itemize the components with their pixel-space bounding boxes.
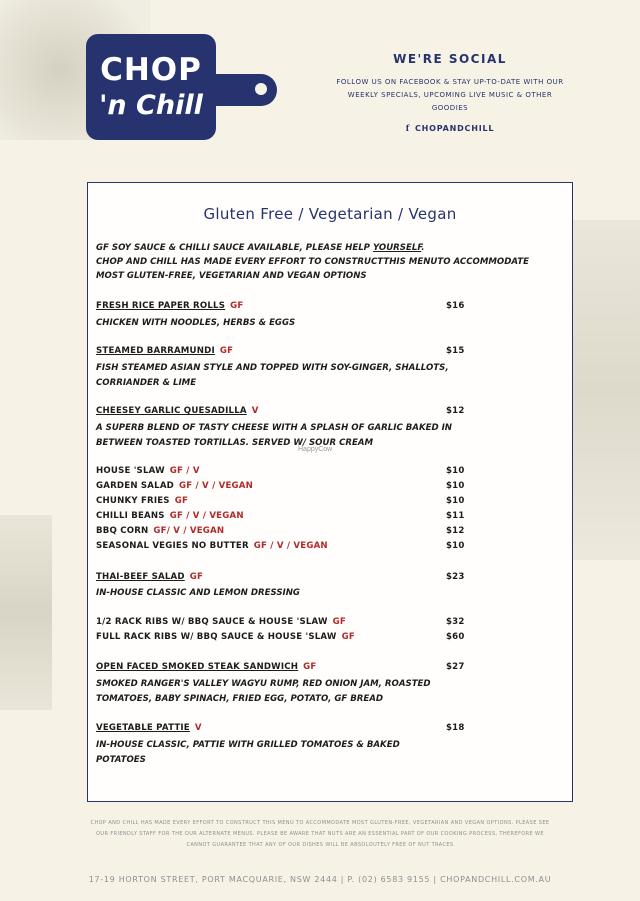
item-price: $15 [446,346,465,356]
item-price: $11 [446,511,465,521]
item-name: CHUNKY FRIES [96,496,170,506]
item-price: $10 [446,481,465,491]
menu-panel [87,182,573,802]
item-dietary-tag: GF / V / VEGAN [179,481,254,491]
menu-item [96,617,564,627]
menu-item [96,496,564,506]
item-dietary-tag: V [194,723,202,733]
item-name: SEASONAL VEGIES NO BUTTER [96,541,249,551]
item-name: CHILLI BEANS [96,511,165,521]
menu-item [96,301,564,311]
logo-text: CHOP [100,52,202,88]
item-dietary-tag: GF [189,572,204,582]
item-price: $12 [446,406,465,416]
menu-item [96,541,564,551]
item-price: $23 [446,572,465,582]
menu-item [96,526,564,536]
item-dietary-tag: GF [219,346,234,356]
item-description: A SUPERB BLEND OF TASTY CHEESE WITH A SPLASH OF GARLIC BAKED IN BETWEEN TOASTED TORTILLAS. SERVED W/ SOUR CREAM [96,423,452,448]
item-price: $60 [446,632,465,642]
item-name: STEAMED BARRAMUNDI [96,346,215,356]
item-name: THAI-BEEF SALAD [96,572,185,582]
item-name: FRESH RICE PAPER ROLLS [96,301,226,311]
item-price: $27 [446,662,465,672]
facebook-link[interactable] [330,123,570,133]
menu-item [96,406,564,416]
item-dietary-tag: GF / V / VEGAN [169,511,244,521]
footer-address: 17-19 HORTON STREET, PORT MACQUARIE, NSW 2444 | P. (02) 6583 9155 | CHOPANDCHILL.COM.AU [88,875,552,884]
item-price: $10 [446,496,465,506]
logo-text: 'n Chill [99,90,203,121]
item-description: SMOKED RANGER'S VALLEY WAGYU RUMP, RED ONION JAM, ROASTED TOMATOES, BABY SPINACH, FRIED EGG, POTATO, GF BREAD [96,679,431,704]
item-price: $10 [446,541,465,551]
facebook-icon: f [405,123,410,133]
item-dietary-tag: GF / V [169,466,200,476]
menu-item [96,481,564,491]
background-photo [0,515,52,710]
menu-item [96,466,564,476]
item-name: CHEESEY GARLIC QUESADILLA [96,406,247,416]
item-description: IN-HOUSE CLASSIC, PATTIE WITH GRILLED TOMATOES & BAKED POTATOES [96,740,400,765]
item-dietary-tag: V [251,406,259,416]
footer-disclaimer: CHOP AND CHILL HAS MADE EVERY EFFORT TO CONSTRUCT THIS MENU TO ACCOMMODATE MOST GLUTEN-FREE, VEGETARIAN AND VEGAN OPTIONS. PLEASE SEE OUR FRIENDLY STAFF FOR THE OUR ALTERNATE MENUS. PLEASE BE AWARE THAT NUTS ARE AN ESSENTIAL PART OF OUR COOKING PROCESS, THEREFORE WE CANNOT GUARANTEE THAT ANY OF OUR DISHES WILL BE ABSOLOUTELY FREE OF NUT TRACES [90,820,550,848]
social-text: FOLLOW US ON FACEBOOK & STAY UP-TO-DATE WITH OUR WEEKLY SPECIALS, UPCOMING LIVE MUSIC & OTHER GOODIES [336,78,564,112]
background-photo [570,220,640,560]
item-price: $18 [446,723,465,733]
menu-item [96,572,564,582]
item-dietary-tag: GF/ V / VEGAN [153,526,225,536]
facebook-handle: CHOPANDCHILL [414,124,495,133]
item-dietary-tag: GF / V / VEGAN [253,541,328,551]
item-name: BBQ CORN [96,526,149,536]
item-name: GARDEN SALAD [96,481,175,491]
item-price: $16 [446,301,465,311]
menu-title: Gluten Free / Vegetarian / Vegan [203,205,457,223]
item-name: OPEN FACED SMOKED STEAK SANDWICH [96,662,299,672]
item-dietary-tag: GF [303,662,317,672]
item-name: 1/2 RACK RIBS W/ BBQ SAUCE & HOUSE 'SLAW [96,617,328,627]
item-description: FISH STEAMED ASIAN STYLE AND TOPPED WITH SOY-GINGER, SHALLOTS, CORRIANDER & LIME [96,363,449,388]
item-dietary-tag: GF [332,617,346,627]
item-price: $10 [446,466,465,476]
menu-notice: GF SOY SAUCE & CHILLI SAUCE AVAILABLE, PLEASE HELP YOURSELF. CHOP AND CHILL HAS MADE EVERY EFFORT TO CONSTRUCTTHIS MENUTO ACCOMMODATE MOST GLUTEN-FREE, VEGETARIAN AND VEGAN OPTIONS [96,243,529,281]
item-description: CHICKEN WITH NOODLES, HERBS & EGGS [96,318,296,328]
item-description: IN-HOUSE CLASSIC AND LEMON DRESSING [96,588,300,598]
item-price: $32 [446,617,465,627]
logo-handle-hole [255,83,267,95]
social-section [330,52,570,133]
item-price: $12 [446,526,465,536]
watermark: HappyCow [298,446,333,453]
menu-item [96,723,564,733]
item-dietary-tag: GF [174,496,189,506]
item-dietary-tag: GF [230,301,244,311]
item-name: HOUSE 'SLAW [96,466,165,476]
social-title: WE'RE SOCIAL [393,52,507,66]
menu-item [96,662,564,672]
item-name: FULL RACK RIBS W/ BBQ SAUCE & HOUSE 'SLAW [96,632,337,642]
menu-item [96,511,564,521]
menu-item [96,346,564,356]
item-name: VEGETABLE PATTIE [96,723,190,733]
item-dietary-tag: GF [341,632,355,642]
menu-item [96,632,564,642]
